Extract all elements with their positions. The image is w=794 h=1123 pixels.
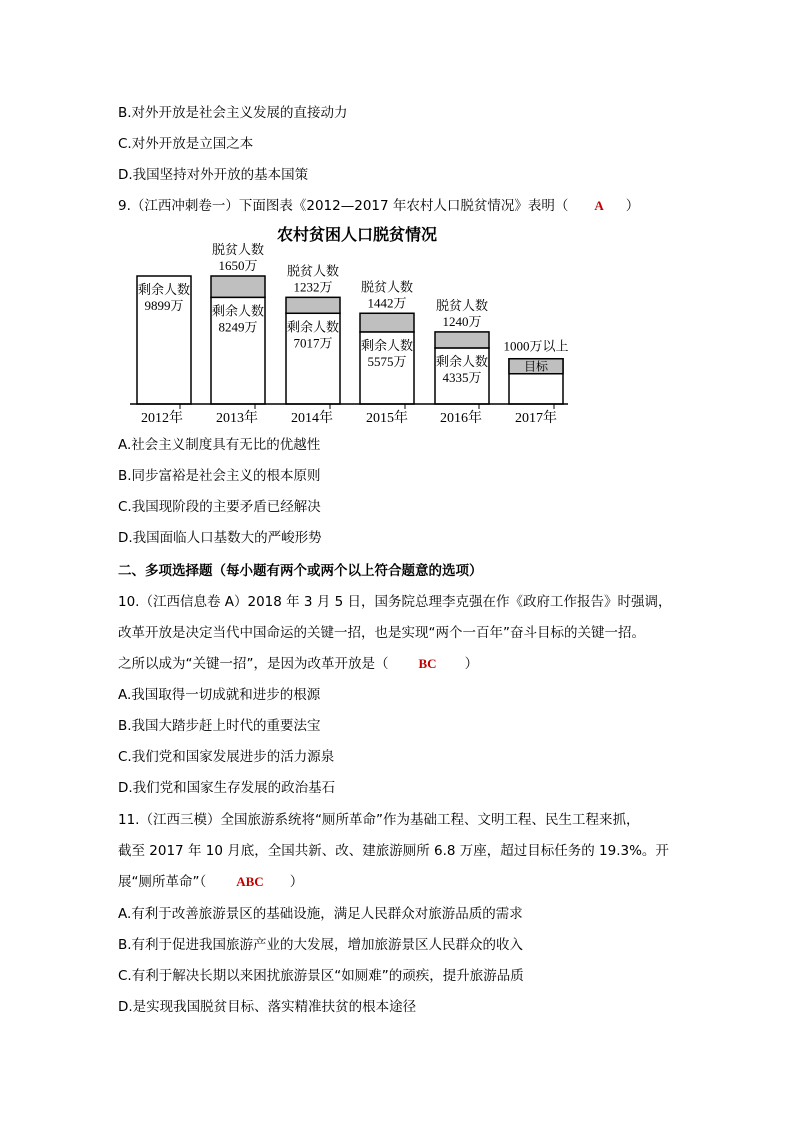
q10-option-b: B.我国大踏步赶上时代的重要法宝 [118,718,321,734]
q9-stem-text: 9.（江西冲刺卷一）下面图表《2012—2017 年农村人口脱贫情况》表明（ [118,198,569,214]
q9-close: ） [625,198,640,214]
q10-stem-end: 之所以成为“关键一招”，是因为改革开放是（ [118,656,389,672]
remaining-label: 剩余人数 7017万 [286,319,340,351]
q11-option-a: A.有利于改善旅游景区的基础设施，满足人民群众对旅游品质的需求 [118,906,523,922]
remaining-label: 剩余人数 4335万 [435,353,489,385]
chart-title: 农村贫困人口脱贫情况 [276,225,438,244]
q9-option-c: C.我国现阶段的主要矛盾已经解决 [118,499,321,515]
q10-option-c: C.我们党和国家发展进步的活力源泉 [118,749,335,765]
option-d-text: D.我国坚持对外开放的基本国策 [118,167,309,183]
x-tick-label: 2015年 [366,411,408,426]
q10-option-a: A.我国取得一切成就和进步的根源 [118,687,321,703]
q11-option-d: D.是实现我国脱贫目标、落实精准扶贫的根本途径 [118,999,417,1015]
q11-answer: ABC [236,874,264,889]
exit-bar [360,313,414,332]
q11-line3 [118,873,303,891]
q9-option-d: D.我国面临人口基数大的严峻形势 [118,530,322,546]
x-tick-label: 2016年 [440,411,482,426]
q9-answer: A [594,198,604,213]
exit-bar [435,332,489,348]
q10-line1: 10.（江西信息卷 A）2018 年 3 月 5 日，国务院总理李克强在作《政府工作报告》时强调， [118,594,672,610]
target-top-label: 1000万以上 [503,338,569,354]
q11-option-c: C.有利于解决长期以来困扰旅游景区“如厕难”的顽疾，提升旅游品质 [118,968,524,984]
section-heading: 二、多项选择题（每小题有两个或两个以上符合题意的选项） [118,563,483,579]
exit-bar [286,297,340,313]
exit-bar [211,276,265,297]
q11-close: ） [289,874,304,890]
exit-label: 脱贫人数 1232万 [286,263,340,295]
x-tick-label: 2013年 [216,411,258,426]
q10-close: ） [464,656,479,672]
q10-answer: BC [418,656,437,671]
q11-line2: 截至 2017 年 10 月底，全国共新、改、建旅游厕所 6.8 万座，超过目标任务的 19.3%。开 [118,843,669,859]
x-tick-label: 2014年 [291,411,333,426]
exit-label: 脱贫人数 1650万 [211,242,265,273]
x-tick-label: 2017年 [515,411,557,426]
q10-line2: 改革开放是决定当代中国命运的关键一招，也是实现“两个一百年”奋斗目标的关键一招。 [118,625,645,641]
target-inner-label: 目标 [523,359,549,374]
remaining-label: 剩余人数 8249万 [211,303,265,335]
q10-option-d: D.我们党和国家生存发展的政治基石 [118,780,336,796]
exit-label: 脱贫人数 1442万 [360,279,414,311]
q11-line1: 11.（江西三模）全国旅游系统将“厕所革命”作为基础工程、文明工程、民生工程来抓， [118,812,640,828]
q10-line3 [118,655,478,673]
remaining-label: 剩余人数 5575万 [360,337,414,369]
q9-option-a: A.社会主义制度具有无比的优越性 [118,437,321,453]
q11-option-b: B.有利于促进我国旅游产业的大发展，增加旅游景区人民群众的收入 [118,937,524,953]
remaining-label: 剩余人数 9899万 [137,282,191,313]
exit-label: 脱贫人数 1240万 [435,297,489,329]
x-tick-label: 2012年 [141,411,183,426]
poverty-chart [120,218,570,428]
q11-stem-end: 展“厕所革命”（ [118,874,207,890]
q9-stem [118,197,639,215]
q9-option-b: B.同步富裕是社会主义的根本原则 [118,468,321,484]
option-c-text: C.对外开放是立国之本 [118,136,254,152]
option-b-text: B.对外开放是社会主义发展的直接动力 [118,105,348,121]
